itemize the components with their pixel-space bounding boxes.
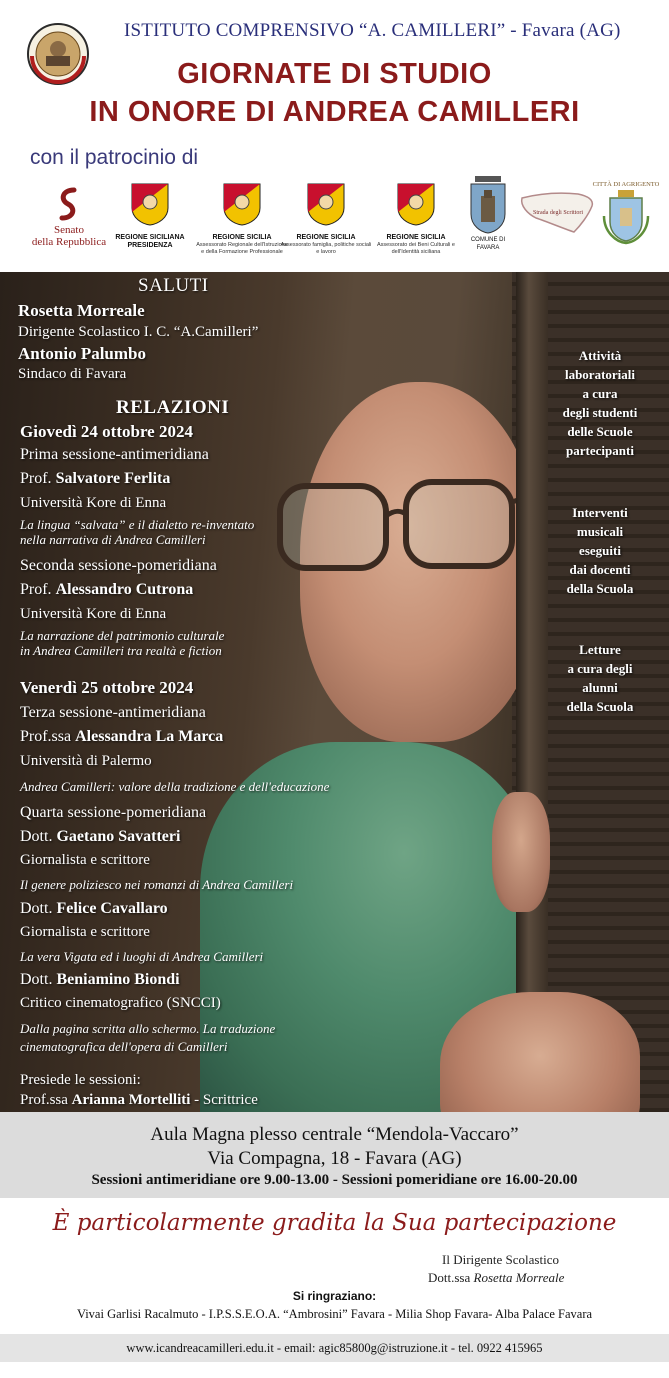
favara-coat-of-arms-icon <box>467 174 509 234</box>
speaker-6-affiliation: Critico cinematografico (SNCCI) <box>20 995 221 1011</box>
speaker-2: Prof. Alessandro Cutrona <box>20 581 194 598</box>
agrigento-coat-of-arms-icon <box>592 176 660 246</box>
sponsor-strada-scrittori <box>518 188 596 236</box>
s4-subcaption: Assessorato dei Beni Culturali e dell'Identità siciliana <box>377 242 455 255</box>
talk-2-line2: in Andrea Camilleri tra realtà e fiction <box>20 643 222 658</box>
senato-line1: Senato <box>54 224 84 236</box>
thanks-heading: Si ringraziano: <box>292 1289 377 1303</box>
contact-bar: www.icandreacamilleri.edu.it - email: agic85800g@istruzione.it - tel. 0922 415965 <box>0 1334 669 1362</box>
institute-name: ISTITUTO COMPRENSIVO “A. CAMILLERI” - Favara (AG) <box>124 20 621 41</box>
sponsor-regione-presidenza <box>110 182 190 250</box>
talk-2-line1: La narrazione del patrimonio culturale <box>20 628 225 643</box>
talk-6-line1: Dalla pagina scritta allo schermo. La traduzione <box>20 1021 276 1036</box>
session-2-label: Seconda sessione-pomeridiana <box>20 557 217 574</box>
director-role: Il Dirigente Scolastico <box>442 1252 559 1267</box>
trinacria-crest-icon <box>130 182 170 226</box>
side-note-1-line: laboratoriali <box>564 367 636 382</box>
trinacria-crest-icon <box>396 182 436 226</box>
venue-address: Via Compagna, 18 - Favara (AG) <box>207 1148 462 1169</box>
sponsor-senato <box>24 186 114 248</box>
talk-3: Andrea Camilleri: valore della tradizione e dell'educazione <box>20 779 330 794</box>
thanks-list: Vivai Garlisi Racalmuto - I.P.S.S.E.O.A. “Ambrosini” Favara - Milia Shop Favara- Alba Palace Favara <box>76 1307 593 1321</box>
speaker-3: Prof.ssa Alessandra La Marca <box>20 728 224 745</box>
chair-label: Presiede le sessioni: <box>20 1072 141 1088</box>
sponsor-logos <box>0 172 669 268</box>
saluti-role-1: Dirigente Scolastico I. C. “A.Camilleri” <box>18 324 259 340</box>
patronage-label: con il patrocinio di <box>30 146 199 169</box>
sponsor-regione-istruzione <box>196 182 288 255</box>
sponsor-citta-agrigento <box>592 176 660 251</box>
side-note-2-line: dai docenti <box>569 562 631 577</box>
speaker-1-affiliation: Università Kore di Enna <box>20 495 167 511</box>
saluti-name-2: Antonio Palumbo <box>18 344 146 363</box>
relazioni-heading: RELAZIONI <box>116 397 230 418</box>
session-times: Sessioni antimeridiane ore 9.00-13.00 - Sessioni pomeridiane ore 16.00-20.00 <box>91 1172 578 1188</box>
s1-caption2: PRESIDENZA <box>127 242 173 249</box>
director-name: Dott.ssa Rosetta Morreale <box>428 1270 565 1285</box>
sicily-map-icon <box>518 188 596 236</box>
side-note-1-line: a cura <box>582 386 618 401</box>
s3-caption: REGIONE SICILIA <box>296 234 356 241</box>
sponsor-regione-famiglia <box>280 182 372 255</box>
trinacria-crest-icon <box>222 182 262 226</box>
sponsor-comune-favara <box>458 174 518 252</box>
side-note-readings <box>540 640 660 716</box>
side-note-2-line: della Scuola <box>566 581 634 596</box>
side-note-1-line: Attività <box>578 348 622 363</box>
header <box>0 0 669 272</box>
s2-caption: REGIONE SICILIA <box>212 234 272 241</box>
venue-band <box>0 1112 669 1198</box>
event-title-line1: GIORNATE DI STUDIO <box>177 58 492 90</box>
saluti-name-1: Rosetta Morreale <box>18 301 145 320</box>
talk-5: La vera Vigata ed i luoghi di Andrea Camilleri <box>20 949 264 964</box>
talk-4: Il genere poliziesco nei romanzi di Andrea Camilleri <box>20 877 294 892</box>
talk-6-line2: cinematografica dell'opera di Camilleri <box>20 1039 228 1054</box>
side-note-1-line: partecipanti <box>566 443 634 458</box>
s4-caption: REGIONE SICILIA <box>386 234 446 241</box>
side-note-2-line: eseguiti <box>579 543 621 558</box>
s1-caption1: REGIONE SICILIANA <box>115 234 185 241</box>
program <box>0 272 669 1112</box>
session-3-label: Terza sessione-antimeridiana <box>20 704 206 721</box>
comune-caption2: FAVARA <box>476 245 500 251</box>
side-note-music <box>540 503 660 598</box>
speaker-4-affiliation: Giornalista e scrittore <box>20 852 150 868</box>
side-note-1-line: degli studenti <box>562 405 638 420</box>
svg-text:CITTÀ DI AGRIGENTO: CITTÀ DI AGRIGENTO <box>592 181 660 188</box>
sponsor-regione-beni-culturali <box>370 182 462 255</box>
speaker-4: Dott. Gaetano Savatteri <box>20 828 181 845</box>
speaker-2-affiliation: Università Kore di Enna <box>20 606 167 622</box>
saluti-role-2: Sindaco di Favara <box>18 366 127 382</box>
trinacria-crest-icon <box>306 182 346 226</box>
speaker-6: Dott. Beniamino Biondi <box>20 971 180 988</box>
side-note-3-line: alunni <box>582 680 618 695</box>
speaker-1: Prof. Salvatore Ferlita <box>20 470 171 487</box>
side-note-3-line: Letture <box>579 642 621 657</box>
day1-date: Giovedì 24 ottobre 2024 <box>20 422 193 441</box>
day2-date: Venerdì 25 ottobre 2024 <box>20 678 194 697</box>
speaker-5-affiliation: Giornalista e scrittore <box>20 924 150 940</box>
speaker-3-affiliation: Università di Palermo <box>20 753 152 769</box>
comune-caption1: COMUNE DI <box>470 237 506 243</box>
saluti-heading: SALUTI <box>138 275 209 296</box>
svg-text:Strada degli Scrittori: Strada degli Scrittori <box>533 210 583 216</box>
event-title-line2: IN ONORE DI ANDREA CAMILLERI <box>89 96 580 128</box>
side-note-2-line: Interventi <box>572 505 628 520</box>
venue-hall: Aula Magna plesso centrale “Mendola-Vaccaro” <box>150 1124 519 1145</box>
senato-emblem-icon <box>52 186 86 222</box>
speaker-5: Dott. Felice Cavallaro <box>20 900 168 917</box>
s2-subcaption: Assessorato Regionale dell'Istruzione e della Formazione Professionale <box>196 242 288 255</box>
talk-1-line1: La lingua “salvata” e il dialetto re-inventato <box>20 517 255 532</box>
side-note-2-line: musicali <box>576 524 624 539</box>
session-4-label: Quarta sessione-pomeridiana <box>20 804 207 821</box>
side-note-3-line: a cura degli <box>567 661 633 676</box>
session-1-label: Prima sessione-antimeridiana <box>20 446 209 463</box>
talk-1-line2: nella narrativa di Andrea Camilleri <box>20 532 206 547</box>
side-note-3-line: della Scuola <box>566 699 634 714</box>
side-note-workshops <box>540 346 660 460</box>
s3-subcaption: Assessorato famiglia, politiche sociali e lavoro <box>280 242 372 255</box>
invitation-line: È particolarmente gradita la Sua partecipazione <box>52 1210 617 1236</box>
chair: Prof.ssa Arianna Mortelliti - Scrittrice <box>20 1092 258 1108</box>
senato-line2: della Repubblica <box>31 236 107 248</box>
side-note-1-line: delle Scuole <box>567 424 633 439</box>
